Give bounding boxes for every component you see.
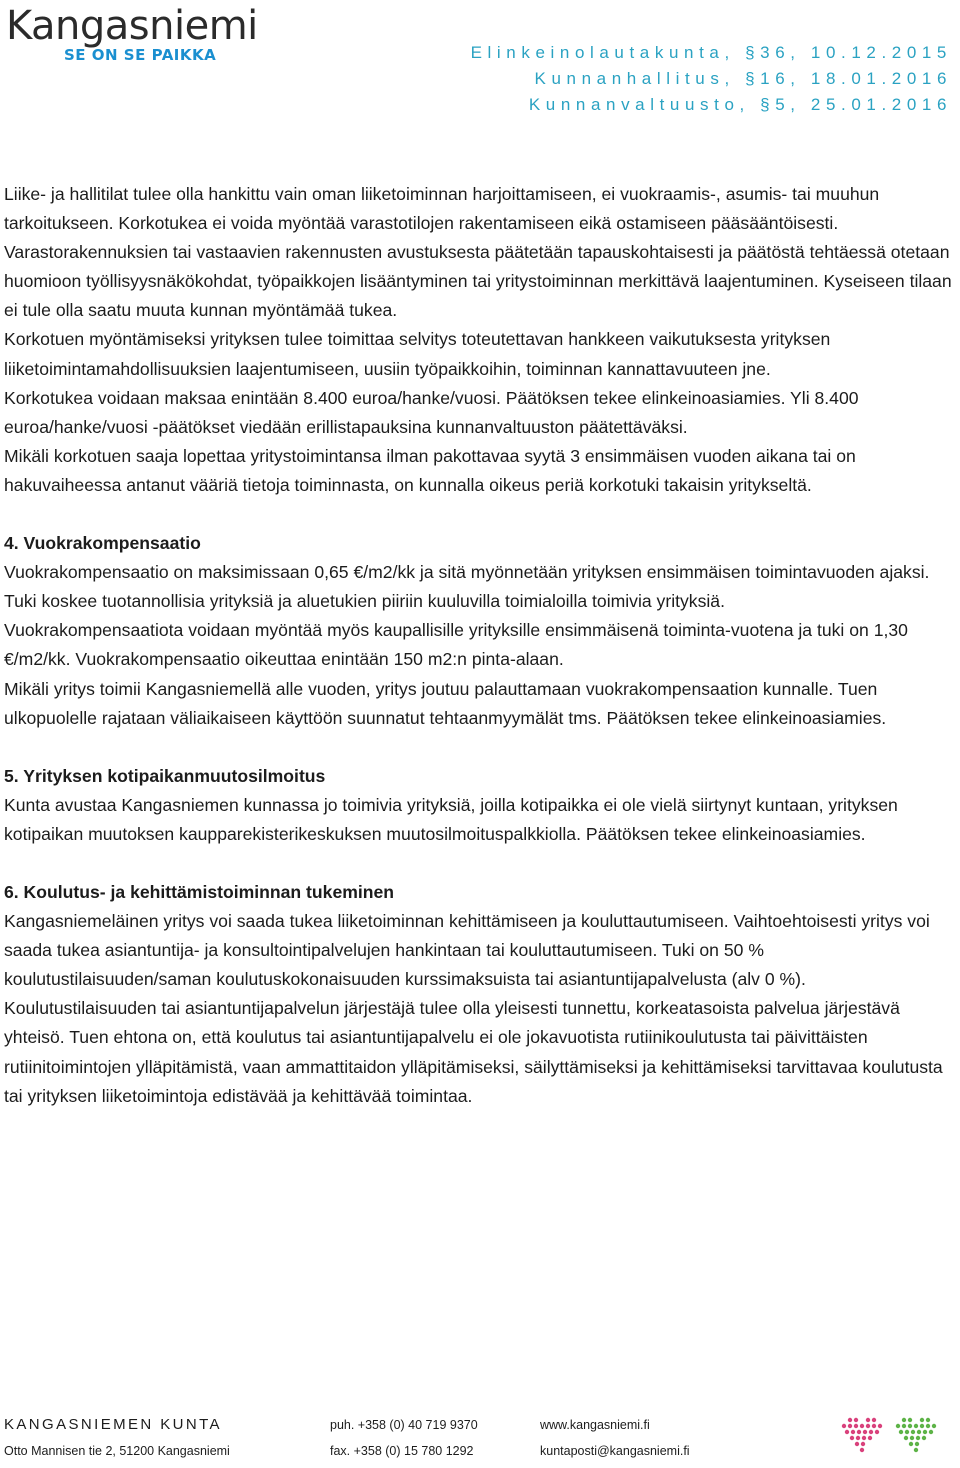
meeting-references [471, 40, 952, 118]
meeting-line: Kunnanhallitus, §16, 18.01.2016 [534, 69, 952, 88]
document-body [4, 180, 956, 1111]
green-heart-icon [896, 1418, 936, 1452]
paragraph: Kunta avustaa Kangasniemen kunnassa jo toimivia yrityksiä, joilla kotipaikka ei ole vielä siirtynyt kuntaan, yrityksen kotipaikan muutoksen kaupparekisterikeskuksen muutosilmoituspalkkiolla. Päätöksen tekee elinkeinoasiamies. [4, 794, 898, 844]
org-name: KANGASNIEMEN KUNTA [4, 1416, 222, 1433]
logo [6, 4, 258, 64]
email-link[interactable]: kuntaposti@kangasniemi.fi [540, 1444, 690, 1458]
paragraph: Mikäli korkotuen saaja lopettaa yritystoimintansa ilman pakottavaa syytä 3 ensimmäisen vuoden aikana tai on hakuvaiheessa antanut vääriä tietoja toiminnasta, on kunnalla oikeus periä korkotuki takaisin yritykseltä. [4, 445, 856, 495]
address: Otto Mannisen tie 2, 51200 Kangasniemi [4, 1444, 230, 1458]
paragraph: Korkotukea voidaan maksaa enintään 8.400 euroa/hanke/vuosi. Päätöksen tekee elinkeinoasiamies. Yli 8.400 euroa/hanke/vuosi -päätökset viedään erillistapauksina kunnanvaltuuston päätettäväksi. [4, 387, 859, 437]
paragraph: Kangasniemeläinen yritys voi saada tukea liiketoiminnan kehittämiseen ja kouluttautumiseen. Vaihtoehtoisesti yritys voi saada tukea asiantuntija- ja konsultointipalvelujen hankintaan tai kouluttautumiseen. Tuki on 50 % koulutustilaisuuden/saman koulutuskokonaisuuden kurssimaksuista tai asiantuntijapalvelusta (alv 0 %). Koulutustilaisuuden tai asiantuntijapalvelun järjestäjä tulee olla yleisesti tunnettu, korkeatasoista palvelua järjestävä yhteisö. Tuen ehtona on, että koulutus tai asiantuntijapalvelu ei ole jokavuotista rutiinikoulutusta tai päivittäisten rutiinitoimintojen ylläpitämistä, vaan ammattitaidon ylläpitämiseksi, säilyttämiseksi ja kehittämiseksi tarvittavaa koulutusta tai yrityksen liiketoimintoja edistävää ja kehittävää toimintaa. [4, 911, 943, 1106]
logo-tagline: SE ON SE PAIKKA [64, 46, 217, 64]
website-link[interactable]: www.kangasniemi.fi [540, 1418, 650, 1432]
paragraph: Mikäli yritys toimii Kangasniemellä alle vuoden, yritys joutuu palauttamaan vuokrakompensaation kunnalle. Tuen ulkopuolelle rajataan väliaikaiseen käyttöön suunnatut tehtaanmyymälät tms. Päätöksen tekee elinkeinoasiamies. [4, 678, 887, 728]
logo-name: Kangasniemi [6, 3, 258, 49]
pink-heart-icon [842, 1418, 882, 1452]
section-heading: 4. Vuokrakompensaatio [4, 533, 201, 554]
meeting-line: Elinkeinolautakunta, §36, 10.12.2015 [470, 43, 952, 62]
paragraph: Vuokrakompensaatiota voidaan myöntää myös kaupallisille yrityksille ensimmäisenä toiminta-vuotena ja tuki on 1,30 €/m2/kk. Vuokrakompensaatio oikeuttaa enintään 150 m2:n pinta-alaan. [4, 620, 908, 670]
footer-contact-column [540, 1412, 690, 1464]
footer-phone-column [330, 1412, 478, 1464]
phone: puh. +358 (0) 40 719 9370 [330, 1418, 478, 1432]
paragraph: Korkotuen myöntämiseksi yrityksen tulee toimittaa selvitys toteutettavan hankkeen vaikutuksesta yrityksen liiketoimintamahdollisuuksien laajentumiseen, uusiin työpaikkoihin, toiminnan kannattavuuteen jne. [4, 329, 831, 379]
fax: fax. +358 (0) 15 780 1292 [330, 1444, 474, 1458]
section-heading: 6. Koulutus- ja kehittämistoiminnan tukeminen [4, 881, 395, 902]
paragraph: Liike- ja hallitilat tulee olla hankittu vain oman liiketoiminnan harjoittamiseen, ei vuokraamis-, asumis- tai muuhun tarkoitukseen. Korkotukea ei voida myöntää varastotilojen rakentamiseen eikä ostamiseen pääsääntöisesti. Varastorakennuksien tai vastaavien rakennusten avustuksesta päätetään tapauskohtaisesti ja päätöstä tehtäessä otetaan huomioon työllisyysnäkökohdat, työpaikkojen lisääntyminen tai yritystoiminnan merkittävä laajentuminen. Kyseiseen tilaan ei tule olla saatu muuta kunnan myöntämää tukea. [4, 184, 952, 321]
meeting-line: Kunnanvaltuusto, §5, 25.01.2016 [528, 95, 952, 114]
footer [4, 1412, 952, 1462]
hearts-logo-icon [832, 1412, 952, 1462]
paragraph: Vuokrakompensaatio on maksimissaan 0,65 €/m2/kk ja sitä myönnetään yrityksen ensimmäisen toimintavuoden ajaksi. Tuki koskee tuotannollisia yrityksiä ja aluetukien piiriin kuuluvilla toimialoilla toimivia yrityksiä. [4, 562, 930, 612]
footer-org-column [4, 1412, 230, 1464]
section-heading: 5. Yrityksen kotipaikanmuutosilmoitus [4, 765, 326, 786]
